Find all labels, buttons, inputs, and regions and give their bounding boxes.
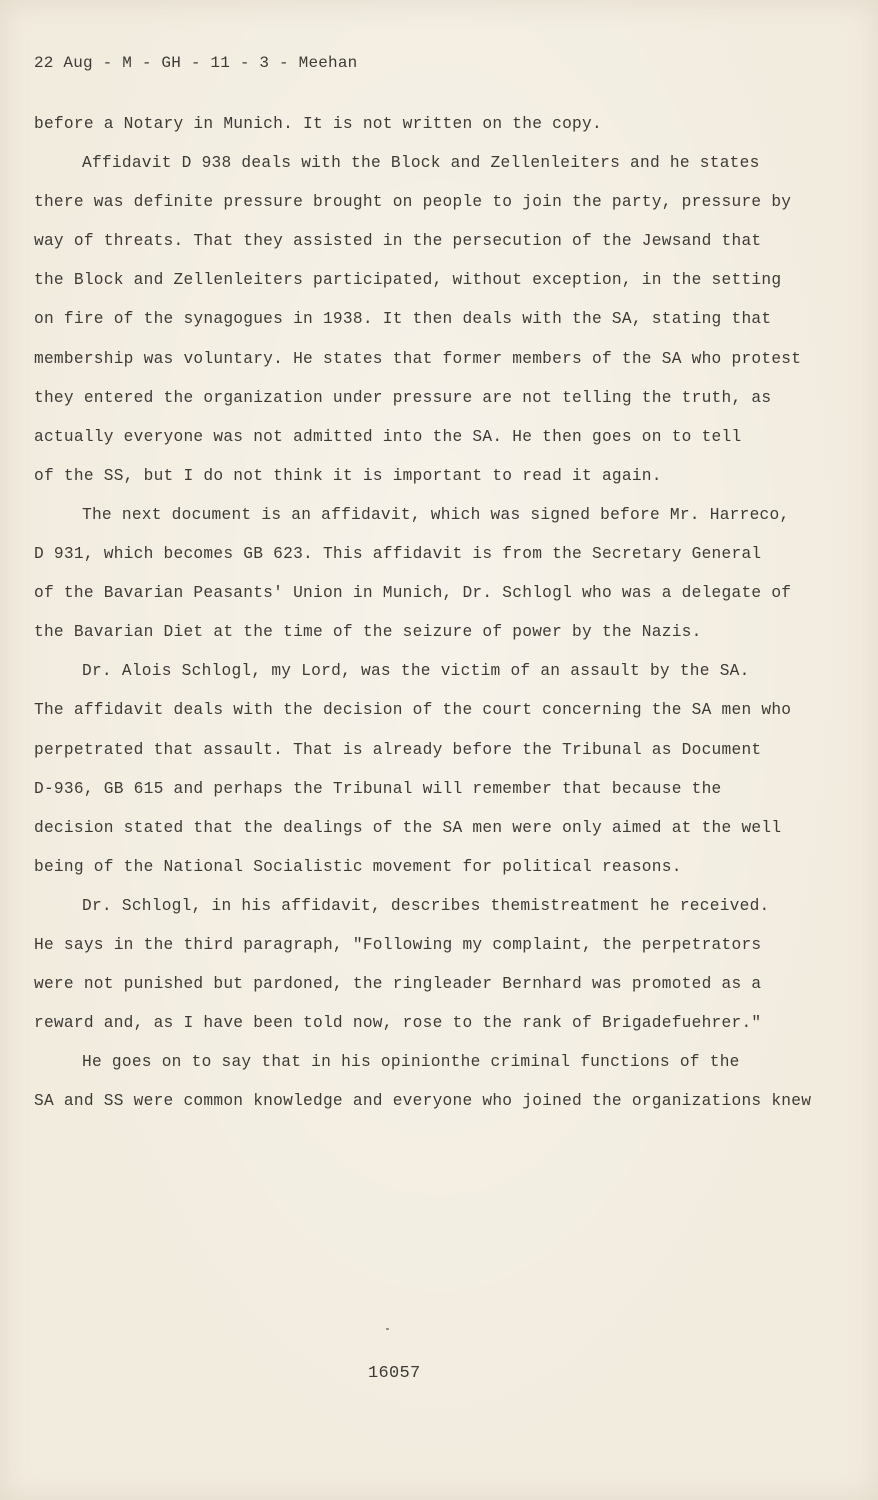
text-line: perpetrated that assault. That is already before the Tribunal as Document bbox=[34, 740, 762, 759]
text-line: way of threats. That they assisted in the persecution of the Jewsand that bbox=[34, 232, 762, 251]
text-line: were not punished but pardoned, the ringleader Bernhard was promoted as a bbox=[34, 975, 762, 994]
text-line: Dr. Schlogl, in his affidavit, describes themistreatment he received. bbox=[82, 896, 770, 915]
page-header: 22 Aug - M - GH - 11 - 3 - Meehan bbox=[34, 54, 358, 72]
text-line: D 931, which becomes GB 623. This affidavit is from the Secretary General bbox=[34, 545, 762, 564]
text-line: before a Notary in Munich. It is not written on the copy. bbox=[34, 115, 602, 133]
text-line: of the Bavarian Peasants' Union in Munich, Dr. Schlogl who was a delegate of bbox=[34, 584, 792, 603]
text-line: of the SS, but I do not think it is important to read it again. bbox=[34, 466, 662, 485]
text-line: actually everyone was not admitted into the SA. He then goes on to tell bbox=[34, 427, 742, 446]
text-line: being of the National Socialistic movement for political reasons. bbox=[34, 857, 682, 876]
text-line: SA and SS were common knowledge and everyone who joined the organizations knew bbox=[34, 1092, 812, 1111]
text-line: reward and, as I have been told now, rose to the rank of Brigadefuehrer." bbox=[34, 1014, 762, 1033]
text-line: He goes on to say that in his opinionthe criminal functions of the bbox=[82, 1053, 740, 1072]
text-line: membership was voluntary. He states that former members of the SA who protest bbox=[34, 349, 802, 368]
text-line: Affidavit D 938 deals with the Block and Zellenleiters and he states bbox=[82, 154, 760, 173]
text-line: the Bavarian Diet at the time of the seizure of power by the Nazis. bbox=[34, 623, 702, 642]
text-line: The next document is an affidavit, which was signed before Mr. Harreco, bbox=[82, 505, 790, 524]
text-line: there was definite pressure brought on people to join the party, pressure by bbox=[34, 193, 792, 212]
text-line: D-936, GB 615 and perhaps the Tribunal will remember that because the bbox=[34, 779, 722, 798]
page-number: 16057 bbox=[368, 1364, 421, 1383]
text-line: Dr. Alois Schlogl, my Lord, was the victim of an assault by the SA. bbox=[82, 662, 750, 681]
text-line: He says in the third paragraph, "Following my complaint, the perpetrators bbox=[34, 935, 762, 954]
ink-speck bbox=[386, 1328, 389, 1330]
text-line: on fire of the synagogues in 1938. It then deals with the SA, stating that bbox=[34, 310, 772, 329]
text-line: decision stated that the dealings of the SA men were only aimed at the well bbox=[34, 818, 782, 837]
text-line: the Block and Zellenleiters participated, without exception, in the setting bbox=[34, 271, 782, 290]
text-line: they entered the organization under pressure are not telling the truth, as bbox=[34, 388, 772, 407]
body-text bbox=[34, 114, 824, 1130]
text-line: The affidavit deals with the decision of the court concerning the SA men who bbox=[34, 701, 792, 720]
